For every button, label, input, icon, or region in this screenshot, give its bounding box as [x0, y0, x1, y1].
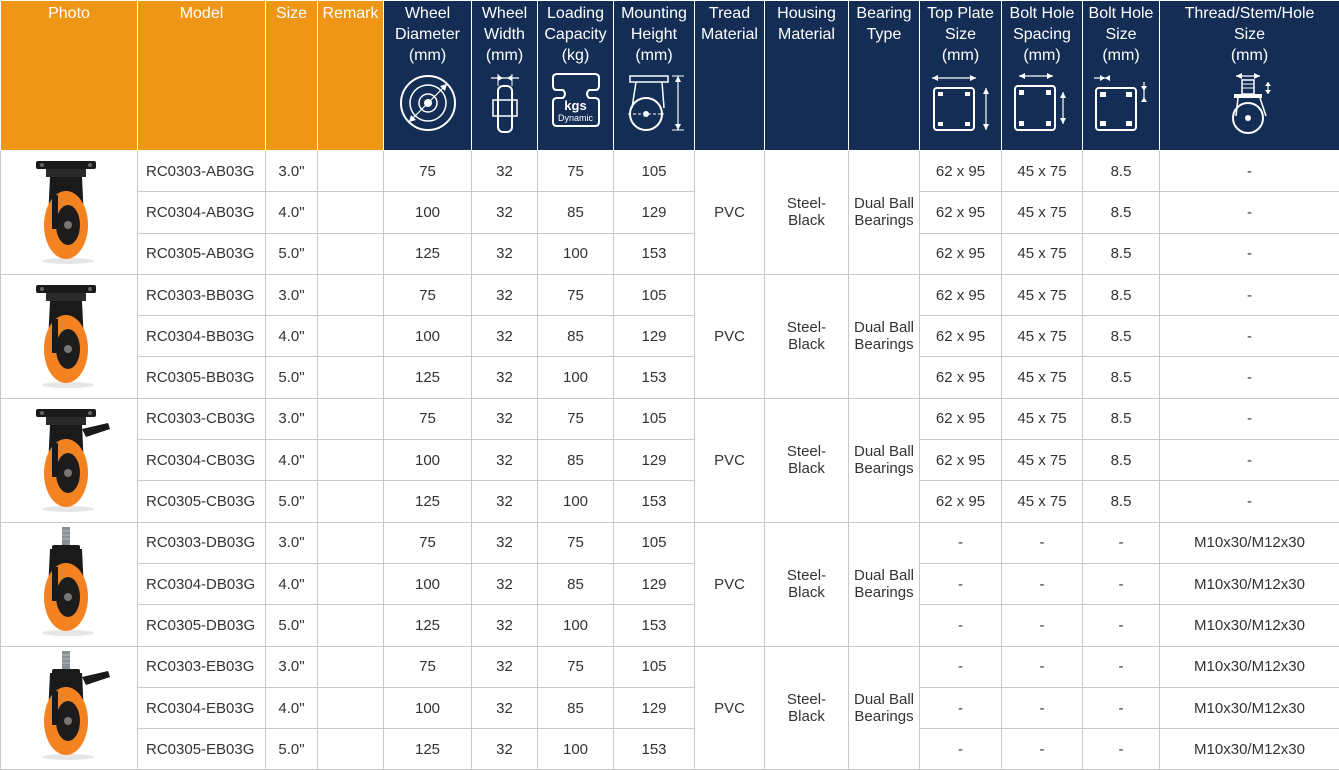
header-label: Material: [765, 24, 848, 45]
bolt-hole-spacing-cell: 45 x 75: [1002, 357, 1083, 398]
top-plate-size-cell: -: [920, 687, 1002, 728]
header-label: (mm): [384, 45, 471, 66]
header-label: Loading: [538, 3, 613, 24]
header-label: (mm): [920, 45, 1001, 66]
wheel-width-cell: 32: [472, 646, 538, 687]
bearing-type-line: Bearings: [849, 708, 919, 725]
housing-material-line: Black: [765, 460, 848, 477]
bolt-hole-size-cell: 8.5: [1083, 192, 1160, 233]
wheel-diameter-cell: 100: [384, 192, 472, 233]
swivel-plate-brake-caster-image: [1, 403, 137, 517]
mounting-height-cell: 129: [614, 316, 695, 357]
table-row: [1, 192, 1339, 233]
bolt-hole-size-cell: 8.5: [1083, 357, 1160, 398]
loading-capacity-cell: 85: [538, 563, 614, 604]
bolt-hole-spacing-cell: -: [1002, 646, 1083, 687]
kgs-weight-icon: [551, 72, 601, 128]
bolt-hole-spacing-cell: -: [1002, 563, 1083, 604]
bearing-type-line: Dual Ball: [849, 443, 919, 460]
remark-cell: [318, 729, 384, 770]
header-label: Size: [1083, 24, 1159, 45]
size-cell: 5.0": [266, 357, 318, 398]
header-label: Size: [1160, 24, 1339, 45]
wheel-width-cell: 32: [472, 398, 538, 439]
size-cell: 4.0": [266, 316, 318, 357]
header-label: (mm): [1002, 45, 1082, 66]
loading-capacity-cell: 85: [538, 316, 614, 357]
remark-cell: [318, 398, 384, 439]
mounting-height-icon: [622, 72, 686, 134]
thread-stem-hole-size-cell: -: [1160, 357, 1339, 398]
wheel-width-cell: 32: [472, 192, 538, 233]
bolt-hole-spacing-cell: -: [1002, 605, 1083, 646]
housing-material-line: Black: [765, 584, 848, 601]
wheel-width-cell: 32: [472, 233, 538, 274]
header-row: [1, 1, 1339, 151]
bolt-hole-spacing-cell: 45 x 75: [1002, 192, 1083, 233]
header-label: (mm): [1083, 45, 1159, 66]
thread-stem-hole-size-cell: -: [1160, 151, 1339, 192]
top-plate-size-cell: -: [920, 646, 1002, 687]
housing-material-cell: [765, 151, 849, 275]
thread-stem-hole-size-cell: M10x30/M12x30: [1160, 605, 1339, 646]
loading-capacity-cell: 100: [538, 729, 614, 770]
mounting-height-cell: 105: [614, 274, 695, 315]
top-plate-size-cell: -: [920, 729, 1002, 770]
top-plate-size-cell: -: [920, 563, 1002, 604]
mounting-height-cell: 153: [614, 233, 695, 274]
mounting-height-cell: 129: [614, 192, 695, 233]
bolt-hole-size-cell: 8.5: [1083, 151, 1160, 192]
model-cell: RC0303-EB03G: [138, 646, 266, 687]
table-row: [1, 357, 1339, 398]
housing-material-line: Black: [765, 336, 848, 353]
header-label: (kg): [538, 45, 613, 66]
bearing-type-line: Bearings: [849, 336, 919, 353]
size-cell: 3.0": [266, 151, 318, 192]
header-label: Thread/Stem/Hole: [1160, 3, 1339, 24]
model-cell: RC0305-EB03G: [138, 729, 266, 770]
header-top-plate-size: [920, 1, 1002, 151]
housing-material-line: Steel-: [765, 443, 848, 460]
size-cell: 4.0": [266, 192, 318, 233]
loading-capacity-cell: 85: [538, 192, 614, 233]
mounting-height-cell: 105: [614, 398, 695, 439]
wheel-width-cell: 32: [472, 357, 538, 398]
header-label: Tread: [695, 3, 764, 24]
housing-material-cell: [765, 522, 849, 646]
header-label: Diameter: [384, 24, 471, 45]
wheel-width-cell: 32: [472, 151, 538, 192]
wheel-diameter-cell: 100: [384, 440, 472, 481]
size-cell: 4.0": [266, 563, 318, 604]
kgs-icon-sublabel: Dynamic: [551, 113, 601, 123]
thread-stem-hole-size-cell: -: [1160, 316, 1339, 357]
model-cell: RC0304-AB03G: [138, 192, 266, 233]
wheel-diameter-cell: 75: [384, 274, 472, 315]
model-cell: RC0303-AB03G: [138, 151, 266, 192]
model-cell: RC0303-DB03G: [138, 522, 266, 563]
mounting-height-cell: 153: [614, 729, 695, 770]
table-row: [1, 522, 1339, 563]
loading-capacity-cell: 85: [538, 440, 614, 481]
wheel-diameter-cell: 75: [384, 151, 472, 192]
bolt-hole-spacing-cell: -: [1002, 687, 1083, 728]
housing-material-line: Steel-: [765, 319, 848, 336]
swivel-plate-caster-image: [1, 279, 137, 393]
loading-capacity-cell: 75: [538, 646, 614, 687]
header-label: Type: [849, 24, 919, 45]
bolt-hole-size-cell: 8.5: [1083, 481, 1160, 522]
bolt-hole-spacing-cell: 45 x 75: [1002, 398, 1083, 439]
table-row: [1, 233, 1339, 274]
top-plate-size-cell: 62 x 95: [920, 233, 1002, 274]
header-label: Spacing: [1002, 24, 1082, 45]
thread-stem-hole-size-cell: M10x30/M12x30: [1160, 646, 1339, 687]
wheel-diameter-cell: 125: [384, 605, 472, 646]
thread-stem-hole-size-cell: M10x30/M12x30: [1160, 563, 1339, 604]
bolt-hole-size-cell: -: [1083, 687, 1160, 728]
thread-stem-hole-size-cell: -: [1160, 192, 1339, 233]
bolt-hole-spacing-icon: [1009, 72, 1075, 134]
size-cell: 5.0": [266, 605, 318, 646]
size-cell: 3.0": [266, 646, 318, 687]
bolt-hole-spacing-cell: -: [1002, 729, 1083, 770]
bolt-hole-size-cell: -: [1083, 522, 1160, 563]
product-photo: [1, 646, 138, 770]
loading-capacity-cell: 100: [538, 481, 614, 522]
header-label: Bolt Hole: [1083, 3, 1159, 24]
mounting-height-cell: 153: [614, 357, 695, 398]
loading-capacity-cell: 100: [538, 605, 614, 646]
size-cell: 3.0": [266, 274, 318, 315]
top-plate-size-cell: 62 x 95: [920, 316, 1002, 357]
model-cell: RC0305-DB03G: [138, 605, 266, 646]
tread-material-cell: PVC: [695, 151, 765, 275]
product-photo: [1, 274, 138, 398]
wheel-width-cell: 32: [472, 316, 538, 357]
mounting-height-cell: 105: [614, 646, 695, 687]
wheel-diameter-cell: 100: [384, 687, 472, 728]
header-bearing-type: [849, 1, 920, 151]
table-body: [1, 151, 1339, 770]
tread-material-cell: PVC: [695, 646, 765, 770]
header-tread-material: [695, 1, 765, 151]
wheel-width-cell: 32: [472, 481, 538, 522]
loading-capacity-cell: 100: [538, 233, 614, 274]
housing-material-line: Steel-: [765, 691, 848, 708]
table-row: [1, 274, 1339, 315]
loading-capacity-cell: 75: [538, 398, 614, 439]
bearing-type-cell: [849, 398, 920, 522]
header-thread-stem-hole-size: [1160, 1, 1339, 151]
kgs-icon-label: kgs: [551, 99, 601, 113]
header-label: (mm): [614, 45, 694, 66]
header-label: Height: [614, 24, 694, 45]
bolt-hole-spacing-cell: 45 x 75: [1002, 440, 1083, 481]
tread-material-cell: PVC: [695, 522, 765, 646]
header-label: Size: [920, 24, 1001, 45]
table-row: [1, 687, 1339, 728]
wheel-width-cell: 32: [472, 605, 538, 646]
wheel-diameter-cell: 100: [384, 563, 472, 604]
model-cell: RC0304-BB03G: [138, 316, 266, 357]
header-label: Width: [472, 24, 537, 45]
header-bolt-hole-size: [1083, 1, 1160, 151]
housing-material-cell: [765, 646, 849, 770]
thread-stem-hole-size-cell: M10x30/M12x30: [1160, 522, 1339, 563]
housing-material-cell: [765, 274, 849, 398]
wheel-diameter-icon: [397, 72, 459, 134]
header-housing-material: [765, 1, 849, 151]
bolt-hole-size-cell: -: [1083, 646, 1160, 687]
mounting-height-cell: 129: [614, 440, 695, 481]
bearing-type-line: Dual Ball: [849, 195, 919, 212]
thread-stem-hole-size-cell: -: [1160, 398, 1339, 439]
mounting-height-cell: 105: [614, 151, 695, 192]
wheel-diameter-cell: 125: [384, 357, 472, 398]
thread-stem-hole-size-cell: M10x30/M12x30: [1160, 687, 1339, 728]
header-label: Top Plate: [920, 3, 1001, 24]
mounting-height-cell: 153: [614, 481, 695, 522]
model-cell: RC0303-BB03G: [138, 274, 266, 315]
bolt-hole-spacing-cell: 45 x 75: [1002, 316, 1083, 357]
table-row: [1, 440, 1339, 481]
remark-cell: [318, 233, 384, 274]
remark-cell: [318, 481, 384, 522]
bolt-hole-spacing-cell: 45 x 75: [1002, 481, 1083, 522]
table-row: [1, 605, 1339, 646]
header-model: Model: [138, 1, 266, 151]
model-cell: RC0305-CB03G: [138, 481, 266, 522]
remark-cell: [318, 522, 384, 563]
header-label: Bearing: [849, 3, 919, 24]
header-label: Housing: [765, 3, 848, 24]
wheel-width-cell: 32: [472, 729, 538, 770]
bearing-type-line: Bearings: [849, 460, 919, 477]
wheel-width-cell: 32: [472, 563, 538, 604]
thread-stem-hole-size-cell: M10x30/M12x30: [1160, 729, 1339, 770]
housing-material-cell: [765, 398, 849, 522]
loading-capacity-cell: 100: [538, 357, 614, 398]
size-cell: 3.0": [266, 398, 318, 439]
top-plate-size-cell: 62 x 95: [920, 398, 1002, 439]
bearing-type-line: Dual Ball: [849, 567, 919, 584]
table-row: [1, 563, 1339, 604]
top-plate-size-cell: -: [920, 522, 1002, 563]
thread-stem-hole-size-cell: -: [1160, 274, 1339, 315]
model-cell: RC0303-CB03G: [138, 398, 266, 439]
wheel-diameter-cell: 125: [384, 233, 472, 274]
model-cell: RC0304-EB03G: [138, 687, 266, 728]
size-cell: 5.0": [266, 481, 318, 522]
bearing-type-cell: [849, 274, 920, 398]
remark-cell: [318, 274, 384, 315]
model-cell: RC0305-BB03G: [138, 357, 266, 398]
bolt-hole-spacing-cell: 45 x 75: [1002, 151, 1083, 192]
header-label: Wheel: [384, 3, 471, 24]
size-cell: 3.0": [266, 522, 318, 563]
top-plate-size-cell: 62 x 95: [920, 192, 1002, 233]
header-remark: Remark: [318, 1, 384, 151]
bearing-type-line: Dual Ball: [849, 319, 919, 336]
mounting-height-cell: 129: [614, 687, 695, 728]
mounting-height-cell: 105: [614, 522, 695, 563]
table-row: [1, 729, 1339, 770]
table-row: [1, 646, 1339, 687]
table-row: [1, 398, 1339, 439]
remark-cell: [318, 563, 384, 604]
housing-material-line: Steel-: [765, 567, 848, 584]
tread-material-cell: PVC: [695, 274, 765, 398]
bolt-hole-size-cell: 8.5: [1083, 274, 1160, 315]
remark-cell: [318, 440, 384, 481]
bearing-type-cell: [849, 151, 920, 275]
product-photo: [1, 151, 138, 275]
table-row: [1, 316, 1339, 357]
top-plate-size-cell: 62 x 95: [920, 274, 1002, 315]
header-label: (mm): [1160, 45, 1339, 66]
header-label: Mounting: [614, 3, 694, 24]
bolt-hole-size-cell: -: [1083, 563, 1160, 604]
wheel-diameter-cell: 75: [384, 646, 472, 687]
bolt-hole-size-cell: -: [1083, 729, 1160, 770]
header-size: Size: [266, 1, 318, 151]
wheel-width-cell: 32: [472, 687, 538, 728]
bearing-type-cell: [849, 646, 920, 770]
tread-material-cell: PVC: [695, 398, 765, 522]
remark-cell: [318, 192, 384, 233]
wheel-diameter-cell: 75: [384, 522, 472, 563]
wheel-diameter-cell: 100: [384, 316, 472, 357]
mounting-height-cell: 129: [614, 563, 695, 604]
bolt-hole-size-cell: 8.5: [1083, 398, 1160, 439]
model-cell: RC0305-AB03G: [138, 233, 266, 274]
table-row: [1, 481, 1339, 522]
loading-capacity-cell: 75: [538, 274, 614, 315]
bearing-type-line: Bearings: [849, 212, 919, 229]
model-cell: RC0304-CB03G: [138, 440, 266, 481]
housing-material-line: Black: [765, 212, 848, 229]
bolt-hole-spacing-cell: -: [1002, 522, 1083, 563]
size-cell: 5.0": [266, 233, 318, 274]
mounting-height-cell: 153: [614, 605, 695, 646]
bearing-type-line: Dual Ball: [849, 691, 919, 708]
top-plate-size-icon: [928, 72, 994, 134]
bearing-type-line: Bearings: [849, 584, 919, 601]
size-cell: 5.0": [266, 729, 318, 770]
product-photo: [1, 522, 138, 646]
wheel-diameter-cell: 125: [384, 481, 472, 522]
top-plate-size-cell: 62 x 95: [920, 440, 1002, 481]
wheel-width-cell: 32: [472, 274, 538, 315]
bolt-hole-size-cell: -: [1083, 605, 1160, 646]
header-mounting-height: [614, 1, 695, 151]
model-cell: RC0304-DB03G: [138, 563, 266, 604]
header-label: Bolt Hole: [1002, 3, 1082, 24]
housing-material-line: Black: [765, 708, 848, 725]
bolt-hole-size-cell: 8.5: [1083, 233, 1160, 274]
header-label: Wheel: [472, 3, 537, 24]
header-label: Material: [695, 24, 764, 45]
bolt-hole-spacing-cell: 45 x 75: [1002, 274, 1083, 315]
loading-capacity-cell: 75: [538, 522, 614, 563]
remark-cell: [318, 687, 384, 728]
header-wheel-diameter: [384, 1, 472, 151]
thread-stem-icon: [1220, 72, 1280, 136]
bolt-hole-size-cell: 8.5: [1083, 440, 1160, 481]
remark-cell: [318, 316, 384, 357]
top-plate-size-cell: 62 x 95: [920, 357, 1002, 398]
size-cell: 4.0": [266, 440, 318, 481]
top-plate-size-cell: 62 x 95: [920, 481, 1002, 522]
remark-cell: [318, 646, 384, 687]
wheel-diameter-cell: 75: [384, 398, 472, 439]
remark-cell: [318, 151, 384, 192]
wheel-width-icon: [485, 72, 525, 134]
header-label: (mm): [472, 45, 537, 66]
header-wheel-width: [472, 1, 538, 151]
product-photo: [1, 398, 138, 522]
bearing-type-cell: [849, 522, 920, 646]
header-label: Capacity: [538, 24, 613, 45]
loading-capacity-cell: 75: [538, 151, 614, 192]
header-photo: Photo: [1, 1, 138, 151]
header-loading-capacity: [538, 1, 614, 151]
housing-material-line: Steel-: [765, 195, 848, 212]
remark-cell: [318, 605, 384, 646]
thread-stem-hole-size-cell: -: [1160, 440, 1339, 481]
table-row: [1, 151, 1339, 192]
bolt-hole-size-cell: 8.5: [1083, 316, 1160, 357]
threaded-stem-brake-caster-image: [1, 651, 137, 765]
loading-capacity-cell: 85: [538, 687, 614, 728]
thread-stem-hole-size-cell: -: [1160, 233, 1339, 274]
header-bolt-hole-spacing: [1002, 1, 1083, 151]
bolt-hole-spacing-cell: 45 x 75: [1002, 233, 1083, 274]
size-cell: 4.0": [266, 687, 318, 728]
swivel-plate-caster-image: [1, 155, 137, 269]
top-plate-size-cell: -: [920, 605, 1002, 646]
bolt-hole-size-icon: [1090, 72, 1152, 134]
top-plate-size-cell: 62 x 95: [920, 151, 1002, 192]
wheel-width-cell: 32: [472, 522, 538, 563]
wheel-diameter-cell: 125: [384, 729, 472, 770]
thread-stem-hole-size-cell: -: [1160, 481, 1339, 522]
remark-cell: [318, 357, 384, 398]
wheel-width-cell: 32: [472, 440, 538, 481]
threaded-stem-caster-image: [1, 527, 137, 641]
